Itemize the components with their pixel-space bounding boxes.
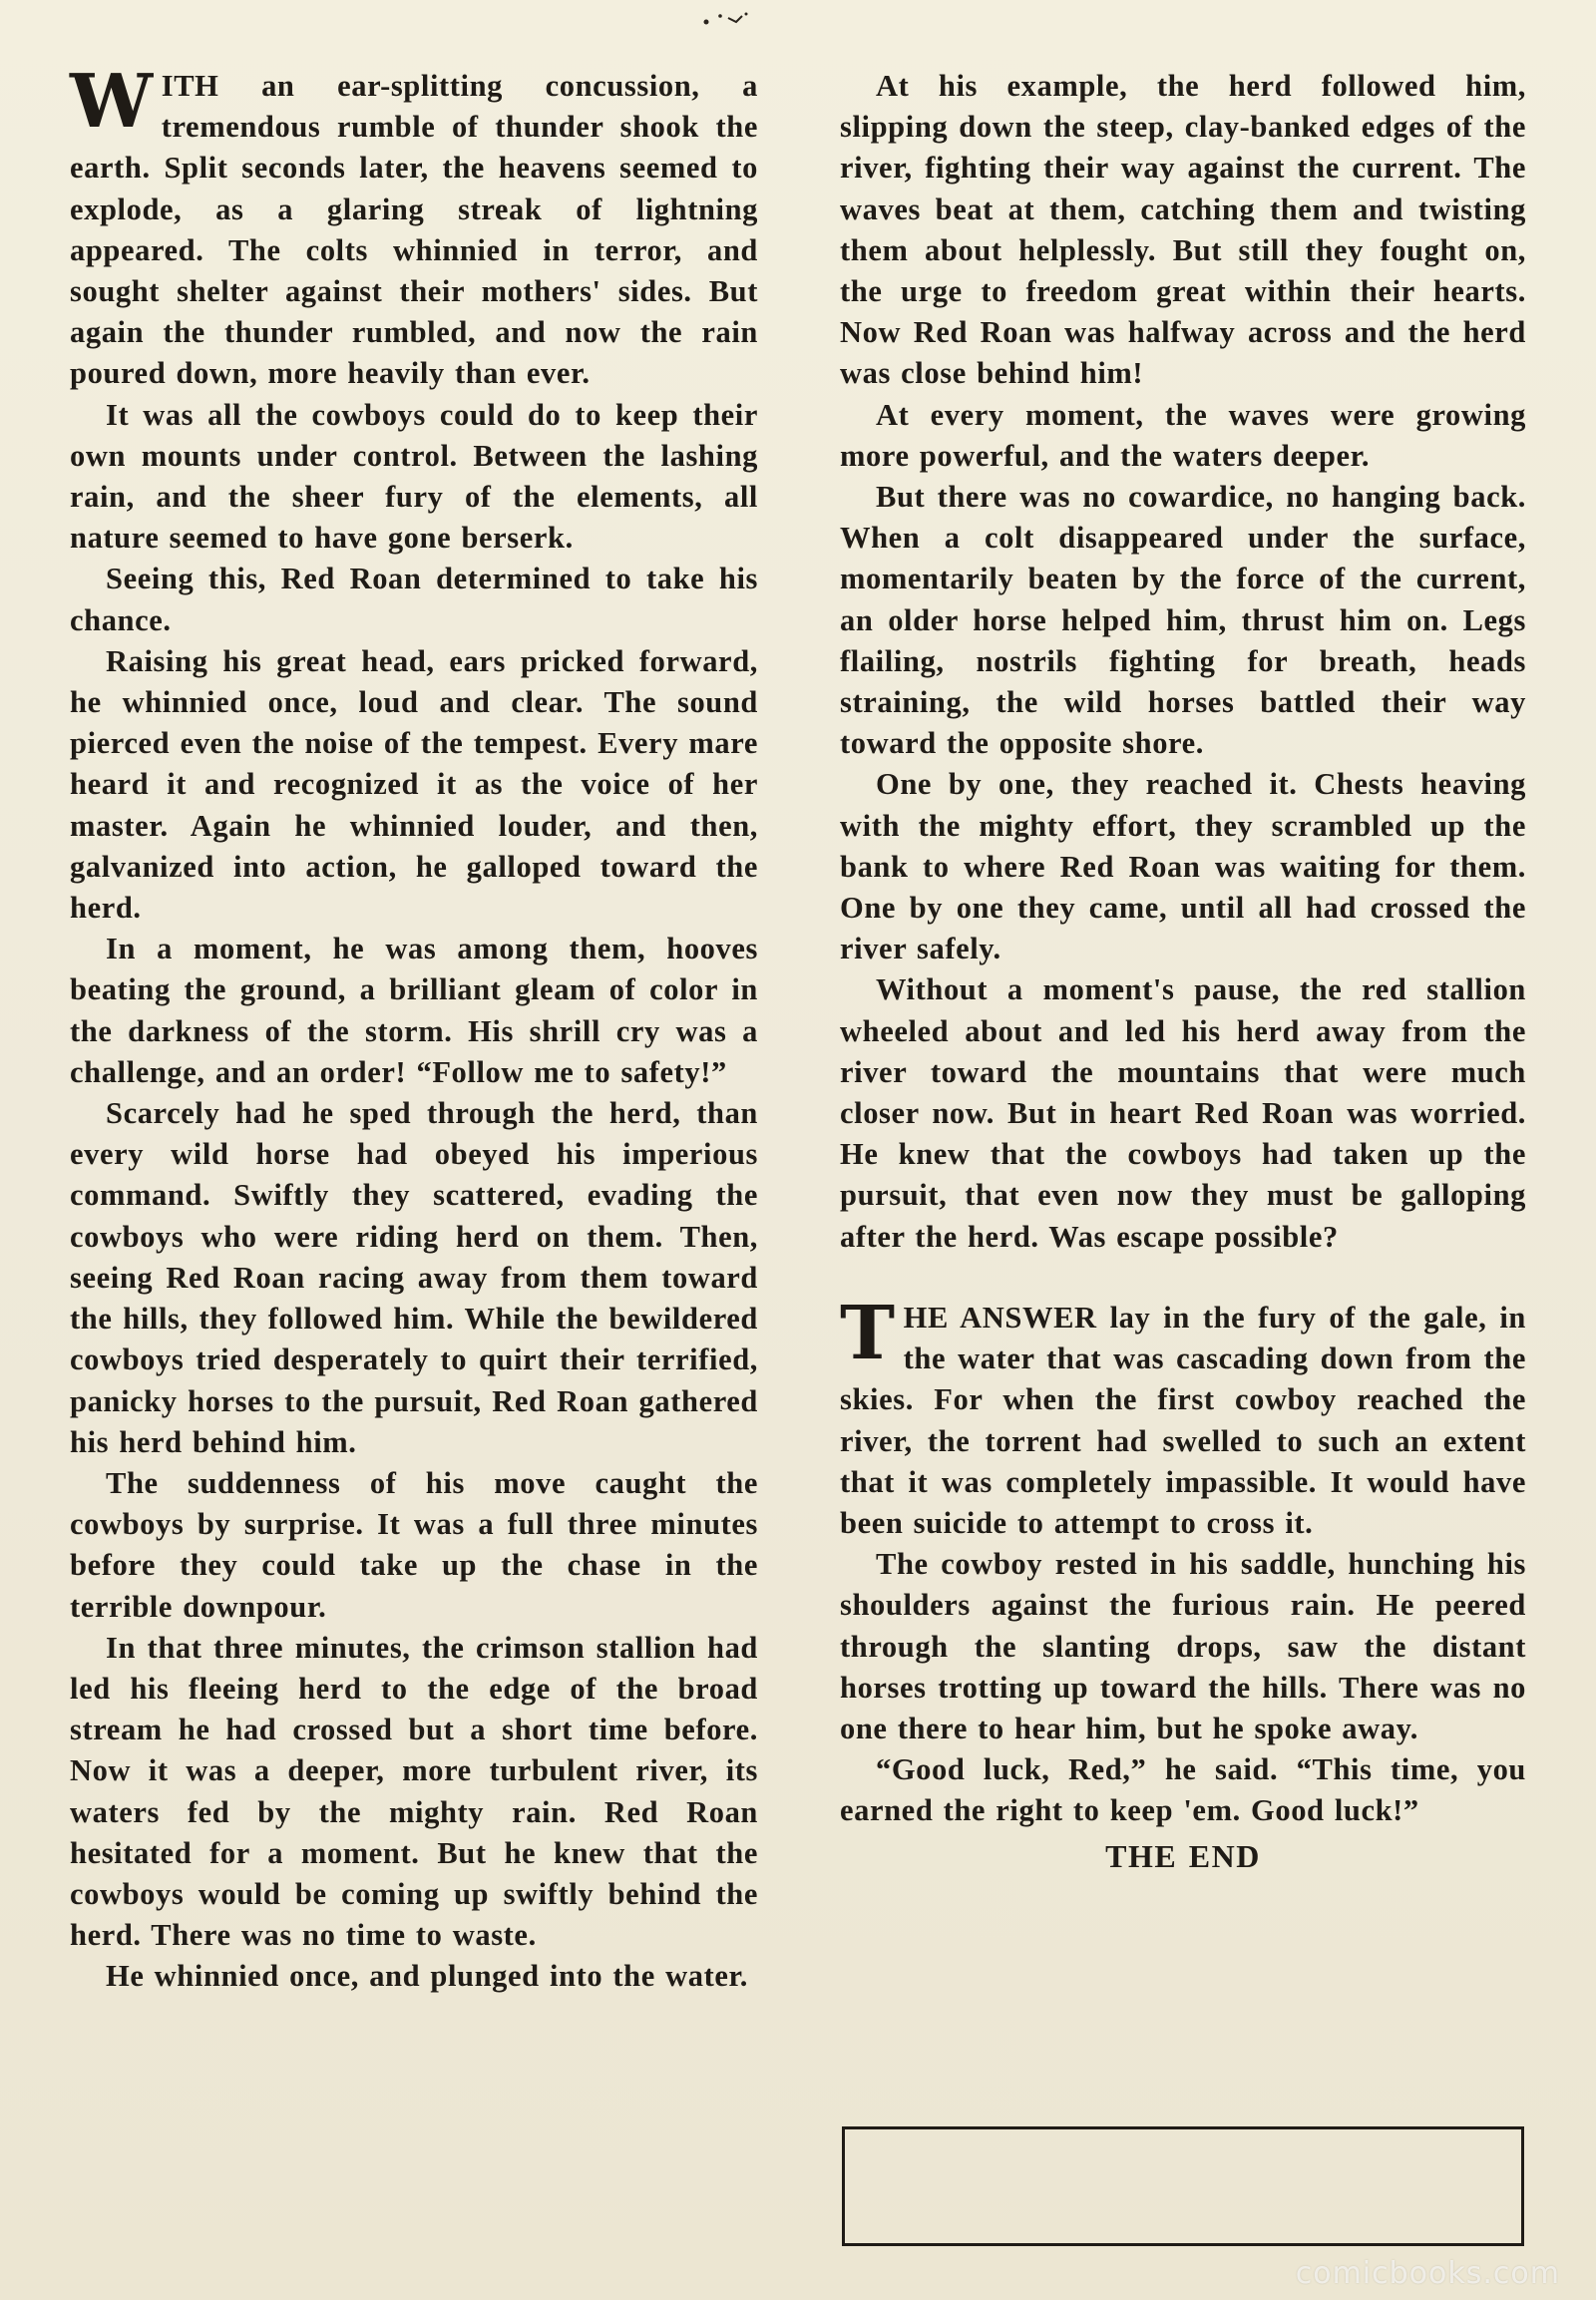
paragraph: It was all the cowboys could do to keep their own mounts under control. Between the lashing rain, and the sheer fury of the elements, all nature seemed to have gone berserk. [70,397,758,556]
paragraph: Raising his great head, ears pricked forward, he whinnied once, loud and clear. The sound pierced even the noise of the tempest. Every mare heard it and recognized it as the voice of her master. Again he whinnied louder, and then, galvanized into action, he galloped toward the herd. [70,643,758,926]
paragraph: Scarcely had he sped through the herd, than every wild horse had obeyed his imperious command. Swiftly they scattered, evading the cowboys who were riding herd on them. Then, seeing Red Roan racing away from them toward the hills, they followed him. While the bewildered cowboys tried desperately to quirt their terrified, panicky horses to the pursuit, Red Roan gathered his herd behind him. [70,1096,758,1459]
paragraph: In a moment, he was among them, hooves beating the ground, a brilliant gleam of color in the darkness of the storm. His shrill cry was a challenge, and an order! “Follow me to safety!” [70,932,758,1089]
the-end-heading: THE END [1105,1837,1261,1874]
drop-cap-t: T [840,1290,896,1376]
paragraph: “Good luck, Red,” he said. “This time, you earned the right to keep 'em. Good luck!” [840,1752,1526,1828]
paragraph: THE ANSWER lay in the fury of the gale, in the water that was cascading down from the skies. For when the first cowboy reached the river, the torrent had swelled to such an extent that it was completely impassible. It would have been suicide to attempt to cross it. [840,1290,1526,1540]
paragraph: WITH an ear-splitting concussion, a tremendous rumble of thunder shook the earth. Split seconds later, the heavens seemed to explode, as a glaring streak of lightning appeared. The colts whinnied in terror, and sought shelter against their mothers' sides. But again the thunder rumbled, and now the rain poured down, more heavily than ever. [70,59,758,391]
paragraph: One by one, they reached it. Chests heaving with the mighty effort, they scrambled up the bank to where Red Roan was waiting for them. One by one they came, until all had crossed the river safely. [840,767,1526,966]
right-text-column [840,66,1526,1877]
watermark: comicbooks.com [1295,2256,1560,2291]
paragraph: The cowboy rested in his saddle, hunching his shoulders against the furious rain. He peered through the slanting drops, saw the distant horses trotting up toward the hills. There was no one there to hear him, but he spoke away. [840,1547,1526,1745]
paragraph: Without a moment's pause, the red stallion wheeled about and led his herd away from the river toward the mountains that were much closer now. But in heart Red Roan was worried. He knew that the cowboys had taken up the pursuit, that even now they must be galloping after the herd. Was escape possible? [840,972,1526,1254]
left-text-column [70,59,758,1998]
paragraph: He whinnied once, and plunged into the water. [106,1959,749,1994]
paragraph: But there was no cowardice, no hanging back. When a colt disappeared under the surface, momentarily beaten by the force of the current, an older horse helped him, thrust him on. Legs flailing, nostrils fighting for breath, heads straining, the wild horses battled their way toward the opposite shore. [840,480,1526,761]
paragraph: At his example, the herd followed him, slipping down the steep, clay-banked edges of the river, fighting their way against the current. The waves beat at them, catching them and twisting them about helplessly. But still they fought on, the urge to freedom great within their hearts. Now Red Roan was halfway across and the herd was close behind him! [840,69,1526,391]
paragraph: In that three minutes, the crimson stallion had led his fleeing herd to the edge of the broad stream he had crossed but a short time before. Now it was a deeper, more turbulent river, its waters fed by the mighty rain. Red Roan hesitated for a moment. But he knew that the cowboys would be coming up swiftly behind the herd. There was no time to waste. [70,1630,758,1953]
paragraph: The suddenness of his move caught the cowboys by surprise. It was a full three minutes before they could take up the chase in the terrible downpour. [70,1465,758,1624]
ink-smudge [698,6,758,32]
section-break [840,1258,1526,1298]
empty-frame-box [842,2126,1524,2246]
paragraph: Seeing this, Red Roan determined to take his chance. [70,562,758,637]
paragraph: At every moment, the waves were growing more powerful, and the waters deeper. [840,397,1526,473]
drop-cap-w: W [70,59,154,145]
